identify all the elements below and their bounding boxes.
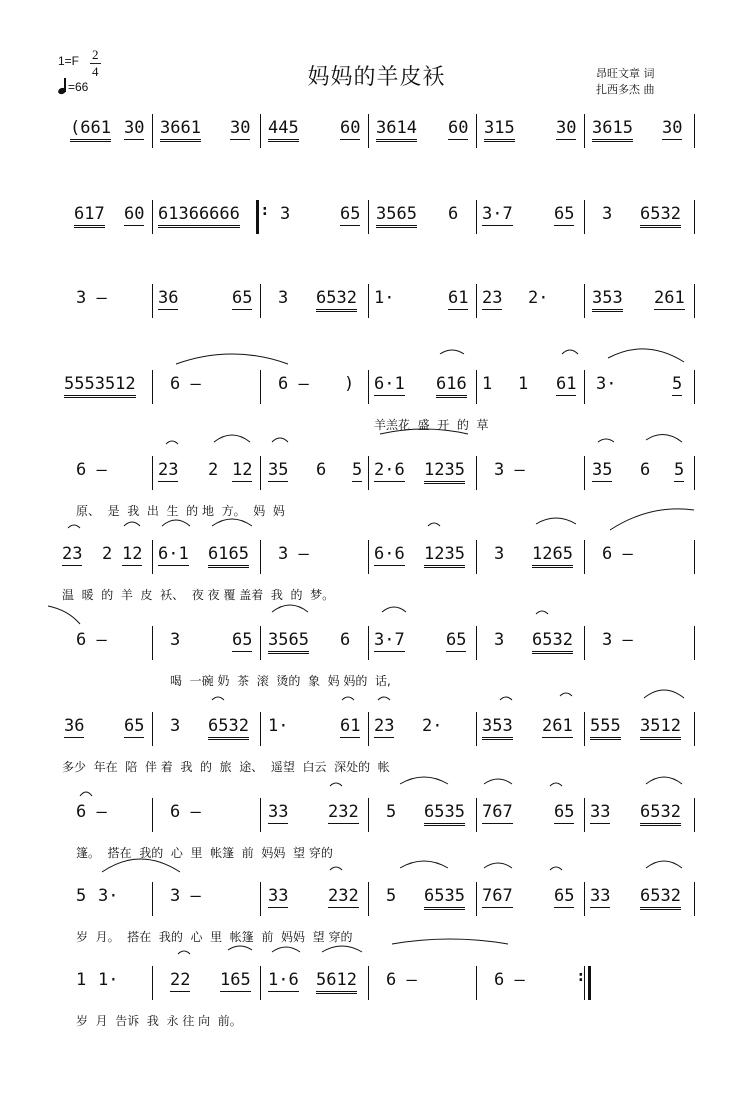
bar-line (694, 284, 695, 318)
bar-line (476, 712, 477, 746)
bar-line (368, 882, 369, 916)
bar-line (260, 712, 261, 746)
credits (596, 66, 655, 98)
note-group: 1· (374, 288, 395, 308)
staff-line (62, 966, 696, 1000)
note-group: 3 (170, 716, 181, 736)
bar-line (584, 882, 585, 916)
note-group: 33 (268, 802, 289, 822)
bar-line (260, 626, 261, 660)
note-group: 1·6 (268, 970, 299, 990)
note-group: 23 (62, 544, 83, 564)
bar-line (584, 284, 585, 318)
lyric-line: 温 暖 的 羊 皮 袄、 夜 夜 覆 盖着 我 的 梦。 (62, 588, 335, 602)
staff-line (62, 114, 696, 148)
note-group: 6532 (640, 886, 681, 910)
note-group: 3 – (170, 886, 201, 906)
note-group: 6535 (424, 886, 465, 910)
bar-line (584, 370, 585, 404)
staff-line (62, 540, 696, 574)
note-group: 61366666 (158, 204, 240, 228)
note-group: 5553512 (64, 374, 136, 398)
note-group: 33 (268, 886, 289, 906)
note-group: 1235 (424, 544, 465, 568)
note-group: 3615 (592, 118, 633, 142)
note-group: 30 (230, 118, 251, 138)
note-group: 261 (542, 716, 573, 736)
note-group: 6532 (316, 288, 357, 312)
note-group: 6 (316, 460, 327, 480)
note-group: 6 – (278, 374, 309, 394)
lyric-line: 岁 月 告诉 我 永 往 向 前。 (76, 1014, 242, 1028)
staff-line (62, 200, 696, 234)
note-group: 3 – (494, 460, 525, 480)
note-group: 6532 (532, 630, 573, 654)
note-group: 6 – (170, 374, 201, 394)
note-group: 353 (592, 288, 623, 312)
lyric-line: 岁 月。 搭在 我的 心 里 帐篷 前 妈妈 望 穿的 (76, 930, 353, 944)
note-group: 3 – (76, 288, 107, 308)
bar-line (476, 284, 477, 318)
staff-line (62, 882, 696, 916)
note-group: 65 (232, 630, 253, 650)
note-group: 1· (98, 970, 119, 990)
note-group: 5 (352, 460, 363, 480)
note-group: 3 (494, 544, 505, 564)
staff-line (62, 712, 696, 746)
note-group: 353 (482, 716, 513, 740)
bar-line (260, 798, 261, 832)
note-group: 1265 (532, 544, 573, 568)
note-group: 30 (662, 118, 683, 138)
bar-line (152, 114, 153, 148)
note-group: 5 (386, 886, 397, 906)
time-signature-denominator: 4 (92, 64, 99, 79)
staff-line (62, 798, 696, 832)
bar-line (368, 626, 369, 660)
bar-line (694, 456, 695, 490)
note-group: 445 (268, 118, 299, 142)
bar-line (152, 798, 153, 832)
note-group: 23 (482, 288, 503, 308)
note-group: 30 (556, 118, 577, 138)
note-group: 767 (482, 886, 513, 906)
staff-line (62, 284, 696, 318)
note-group: 767 (482, 802, 513, 822)
composer-credit: 扎西多杰 曲 (596, 83, 655, 96)
bar-line (368, 284, 369, 318)
note-group: 555 (590, 716, 621, 740)
note-group: 3 (494, 630, 505, 650)
note-group: 61 (448, 288, 469, 308)
bar-line (694, 798, 695, 832)
bar-line (694, 882, 695, 916)
note-group: 6532 (640, 204, 681, 228)
note-group: 3·7 (482, 204, 513, 224)
bar-line (694, 626, 695, 660)
bar-line (584, 626, 585, 660)
note-group: 6·1 (158, 544, 189, 564)
bar-line (584, 712, 585, 746)
note-group: 6 – (76, 802, 107, 822)
bar-line (152, 456, 153, 490)
note-group: ) (344, 374, 355, 394)
note-group: 3· (596, 374, 617, 394)
bar-line (152, 540, 153, 574)
note-group: 5 (674, 460, 685, 480)
bar-line (368, 712, 369, 746)
staff-line (62, 626, 696, 660)
bar-line (152, 712, 153, 746)
note-group: 1 (482, 374, 493, 394)
note-group: 65 (446, 630, 467, 650)
note-group: 6532 (640, 802, 681, 826)
staff-line (62, 370, 696, 404)
bar-line (476, 540, 477, 574)
note-group: 2 (102, 544, 113, 564)
note-group: 616 (436, 374, 467, 398)
note-group: 2 (208, 460, 219, 480)
note-group: 1235 (424, 460, 465, 484)
note-group: 30 (124, 118, 145, 138)
note-group: 5612 (316, 970, 357, 994)
bar-line (694, 200, 695, 234)
lyric-line: 羊羔花 盛 开 的 草 (374, 418, 489, 432)
bar-line (476, 798, 477, 832)
note-group: 232 (328, 802, 359, 822)
lyricist-credit: 昂旺文章 词 (596, 67, 655, 80)
note-group: 1 (76, 970, 87, 990)
note-group: 36 (158, 288, 179, 308)
bar-line (260, 966, 261, 1000)
note-group: 232 (328, 886, 359, 906)
note-group: 2· (528, 288, 549, 308)
bar-line (476, 456, 477, 490)
note-group: 61 (340, 716, 361, 736)
note-group: 3 (278, 288, 289, 308)
note-group: 35 (592, 460, 613, 480)
note-group: 6 (640, 460, 651, 480)
note-group: 1 (518, 374, 529, 394)
time-signature-numerator: 2 (92, 47, 99, 62)
lyric-line: 喝 一碗 奶 茶 滚 烫的 象 妈 妈的 话, (170, 674, 391, 688)
bar-line (368, 200, 369, 234)
note-group: 23 (374, 716, 395, 736)
note-group: 6 – (602, 544, 633, 564)
bar-line (368, 114, 369, 148)
bar-line (584, 540, 585, 574)
bar-line (260, 114, 261, 148)
repeat-bar-line (256, 200, 259, 234)
bar-line (368, 966, 369, 1000)
note-group: 6 – (386, 970, 417, 990)
note-group: 33 (590, 886, 611, 906)
note-group: 3· (98, 886, 119, 906)
note-group: 3 (170, 630, 181, 650)
note-group: 165 (220, 970, 251, 990)
bar-line (368, 456, 369, 490)
note-group: 65 (554, 802, 575, 822)
bar-line (476, 966, 477, 1000)
lyric-line: 原、 是 我 出 生 的 地 方。 妈 妈 (76, 504, 285, 518)
note-group: 3 – (278, 544, 309, 564)
note-group: 6 – (170, 802, 201, 822)
bar-line (694, 370, 695, 404)
bar-line (694, 712, 695, 746)
note-group: 6 (340, 630, 351, 650)
note-group: 6535 (424, 802, 465, 826)
note-group: 6 – (494, 970, 525, 990)
bar-line (152, 200, 153, 234)
note-group: 6·1 (374, 374, 405, 394)
note-group: 3 – (602, 630, 633, 650)
note-group: 315 (484, 118, 515, 142)
bar-line (152, 284, 153, 318)
bar-line (152, 966, 153, 1000)
note-group: 5 (386, 802, 397, 822)
note-group: 22 (170, 970, 191, 990)
bar-line (368, 370, 369, 404)
lyric-line: 篷。 搭在 我的 心 里 帐篷 前 妈妈 望 穿的 (76, 846, 333, 860)
lyric-line: 多少 年在 陪 伴 着 我 的 旅 途、 遥望 白云 深处的 帐 (62, 760, 390, 774)
note-group: 617 (74, 204, 105, 228)
key-signature: 1=F (58, 54, 80, 68)
staff-line (62, 456, 696, 490)
note-group: 261 (654, 288, 685, 308)
note-group: 3565 (268, 630, 309, 654)
bar-line (584, 798, 585, 832)
bar-line (476, 370, 477, 404)
note-group: 6165 (208, 544, 249, 568)
bar-line (694, 540, 695, 574)
bar-line (260, 370, 261, 404)
bar-line (584, 456, 585, 490)
bar-line (260, 540, 261, 574)
bar-line (260, 882, 261, 916)
bar-line (476, 200, 477, 234)
bar-line (152, 370, 153, 404)
note-group: 3661 (160, 118, 201, 142)
note-group: 6 (448, 204, 459, 224)
bar-line (368, 540, 369, 574)
note-group: (661 (70, 118, 111, 142)
note-group: 1· (268, 716, 289, 736)
note-group: 6532 (208, 716, 249, 740)
note-group: 65 (554, 204, 575, 224)
note-group: 23 (158, 460, 179, 480)
bar-line (152, 882, 153, 916)
note-group: 33 (590, 802, 611, 822)
note-group: 3512 (640, 716, 681, 740)
note-group: 65 (340, 204, 361, 224)
bar-line (260, 284, 261, 318)
note-group: 65 (232, 288, 253, 308)
repeat-dots: : (262, 203, 268, 219)
note-group: 2·6 (374, 460, 405, 480)
song-title: 妈妈的羊皮袄 (307, 65, 446, 90)
bar-line (584, 966, 585, 1000)
note-group: 2· (422, 716, 443, 736)
note-group: 12 (232, 460, 253, 480)
note-group: 36 (64, 716, 85, 736)
note-group: 60 (340, 118, 361, 138)
note-group: 6·6 (374, 544, 405, 564)
bar-line (152, 626, 153, 660)
note-group: 3·7 (374, 630, 405, 650)
note-group: 6 – (76, 630, 107, 650)
tempo-value: =66 (68, 80, 89, 94)
bar-line (584, 200, 585, 234)
note-group: 5 (672, 374, 683, 394)
note-group: 60 (124, 204, 145, 224)
note-group: 65 (124, 716, 145, 736)
note-group: 3565 (376, 204, 417, 228)
final-bar-line (588, 966, 591, 1000)
repeat-dots: : (578, 969, 584, 985)
note-group: 60 (448, 118, 469, 138)
note-group: 5 (76, 886, 87, 906)
bar-line (584, 114, 585, 148)
note-group: 35 (268, 460, 289, 480)
bar-line (476, 114, 477, 148)
note-group: 12 (122, 544, 143, 564)
note-group: 3 (602, 204, 613, 224)
note-group: 61 (556, 374, 577, 394)
bar-line (694, 114, 695, 148)
note-group: 3614 (376, 118, 417, 142)
bar-line (260, 456, 261, 490)
note-group: 3 (280, 204, 291, 224)
bar-line (476, 626, 477, 660)
bar-line (368, 798, 369, 832)
note-group: 6 – (76, 460, 107, 480)
note-group: 65 (554, 886, 575, 906)
bar-line (476, 882, 477, 916)
